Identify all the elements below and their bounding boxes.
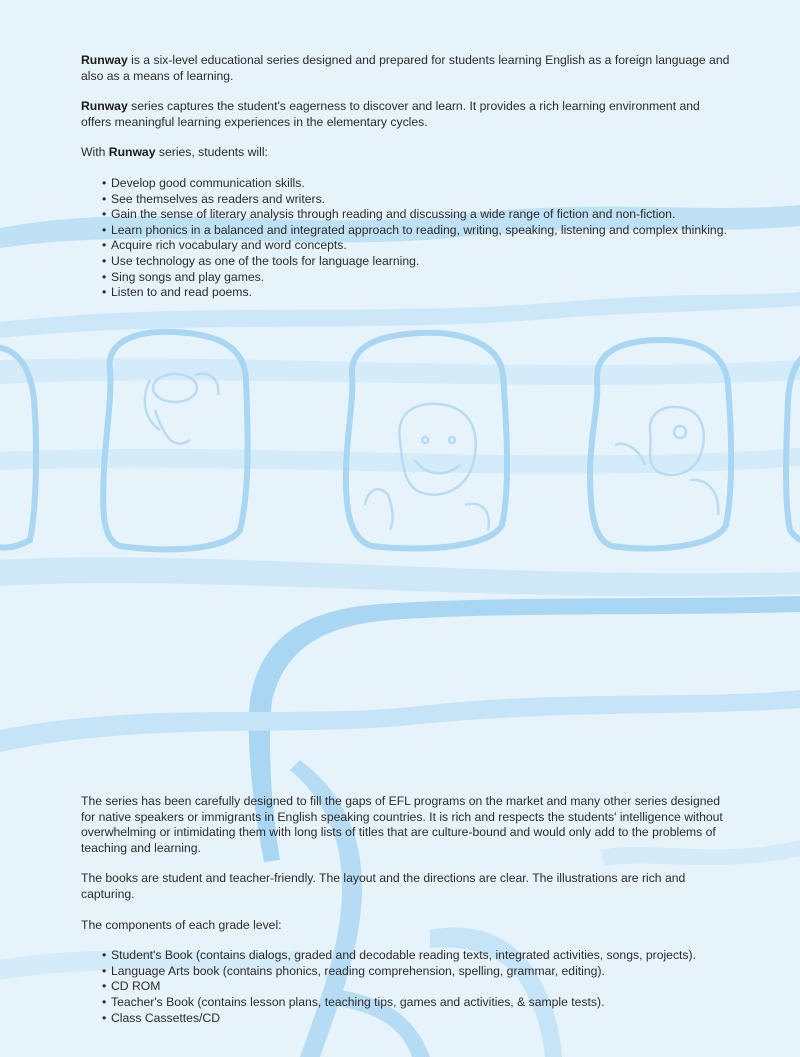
list-item: • Use technology as one of the tools for language learning. (102, 254, 731, 270)
wave-stroke (0, 557, 800, 596)
list-item: • Acquire rich vocabulary and word concepts. (102, 238, 731, 254)
components-list (81, 948, 731, 1026)
brand-name: Runway (108, 145, 156, 160)
intro-paragraph-1: Runway is a six-level educational series designed and prepared for students learning English as a foreign language and also as a means of learning. (81, 53, 730, 83)
list-item: • Language Arts book (contains phonics, reading comprehension, spelling, grammar, editing). (102, 964, 731, 980)
intro-paragraph-3: With Runway series, students will: (81, 145, 268, 160)
intro-section (81, 53, 731, 301)
list-item: • Student's Book (contains dialogs, graded and decodable reading texts, integrated activities, songs, projects). (102, 948, 731, 964)
list-item: • CD ROM (102, 979, 731, 995)
details-paragraph-1: The series has been carefully designed to fill the gaps of EFL programs on the market and many other series designed for native speakers or immigrants in English speaking countries. It is rich and respects the students' intelligence without overwhelming or intimidating them with long lists of titles that are culture-bound and would only add to the problems of teaching and learning. (81, 794, 723, 855)
intro-paragraph-2: Runway series captures the student's eagerness to discover and learn. It provides a rich learning environment and offers meaningful learning experiences in the elementary cycles. (81, 99, 700, 129)
list-item: • Learn phonics in a balanced and integrated approach to reading, writing, speaking, listening and complex thinking. (102, 223, 731, 239)
tile-frame (786, 352, 800, 543)
list-item: • Class Cassettes/CD (102, 1011, 731, 1027)
details-paragraph-2: The books are student and teacher-friendly. The layout and the directions are clear. The illustrations are rich and capturing. (81, 871, 686, 901)
list-item: • Teacher's Book (contains lesson plans, teaching tips, games and activities, & sample tests). (102, 995, 731, 1011)
child-figure-left (145, 374, 218, 444)
list-item: • Gain the sense of literary analysis through reading and discussing a wide range of fiction and non-fiction. (102, 207, 731, 223)
outcomes-list (81, 176, 731, 301)
brand-name: Runway (81, 53, 128, 67)
details-paragraph-3: The components of each grade level: (81, 917, 282, 932)
wave-stroke (0, 690, 800, 752)
list-item: • See themselves as readers and writers. (102, 192, 731, 208)
list-item: • Develop good communication skills. (102, 176, 731, 192)
list-item: • Sing songs and play games. (102, 270, 731, 286)
list-item: • Listen to and read poems. (102, 285, 731, 301)
brand-name: Runway (81, 99, 128, 114)
wave-stroke (0, 358, 800, 385)
details-section (81, 794, 731, 1026)
